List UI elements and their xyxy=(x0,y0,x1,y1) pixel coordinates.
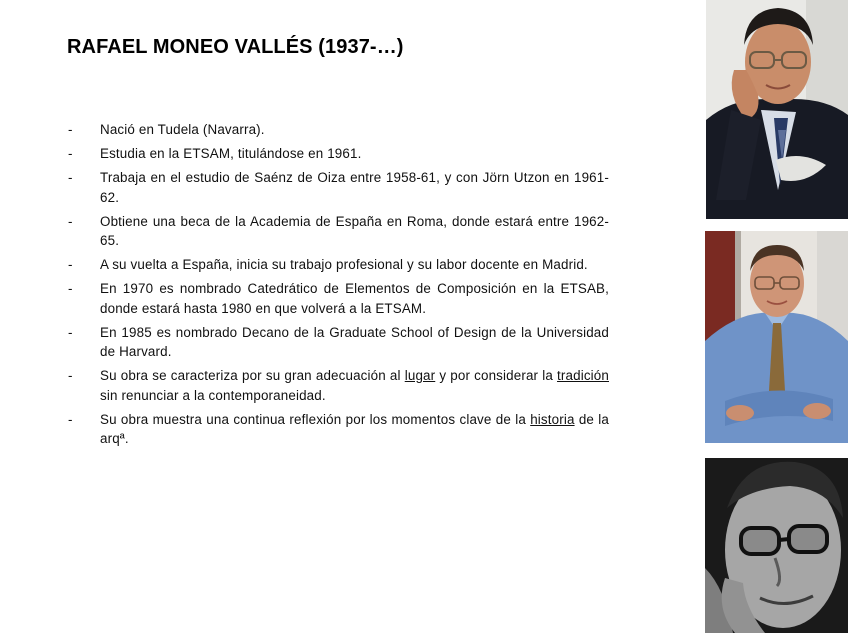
bullet-item xyxy=(67,255,609,275)
slide-title: RAFAEL MONEO VALLÉS (1937-…) xyxy=(67,36,404,58)
bullet-marker: - xyxy=(68,146,73,161)
bullet-text: Obtiene una beca de la Academia de España en Roma, donde estará entre 1962-65. xyxy=(100,213,609,248)
bullet-text: A su vuelta a España, inicia su trabajo profesional y su labor docente en Madrid. xyxy=(100,257,588,272)
bullet-marker: - xyxy=(68,170,73,185)
bullet-text: Su obra se caracteriza por su gran adecuación al xyxy=(100,368,405,383)
portrait-photo-3 xyxy=(705,458,848,633)
bullet-text: Nació en Tudela (Navarra). xyxy=(100,122,265,137)
bullet-text: En 1985 es nombrado Decano de la Graduate School of Design de la Universidad de Harvard. xyxy=(100,324,609,359)
bullet-text: y por considerar la xyxy=(435,368,558,383)
bullet-marker: - xyxy=(68,281,73,296)
bullet-item xyxy=(67,323,609,362)
underlined-term: tradición xyxy=(557,368,609,383)
bullet-item xyxy=(67,212,609,251)
bullet-marker: - xyxy=(68,122,73,137)
bullet-item xyxy=(67,366,609,405)
bullet-text: de la arqª. xyxy=(100,411,609,446)
bullet-item xyxy=(67,144,609,164)
bullet-item xyxy=(67,410,609,449)
underlined-term: historia xyxy=(530,411,575,427)
bullet-item xyxy=(67,168,609,207)
bullet-marker: - xyxy=(68,324,73,340)
bullet-item xyxy=(67,120,609,140)
bullet-text: sin renunciar a la contemporaneidad. xyxy=(100,387,326,403)
bullet-marker: - xyxy=(68,257,73,272)
bullet-item xyxy=(67,279,609,318)
bullet-text: En 1970 es nombrado Catedrático de Elementos de Composición en la ETSAB, donde estará hasta 1980 en que volverá a la ETSAM. xyxy=(100,281,609,316)
bullet-text: Estudia en la ETSAM, titulándose en 1961. xyxy=(100,146,362,161)
bullet-marker: - xyxy=(68,368,73,383)
portrait-photo-2 xyxy=(705,231,848,443)
bullet-marker: - xyxy=(68,411,73,427)
bullet-text: Trabaja en el estudio de Saénz de Oiza entre 1958-61, y con Jörn Utzon en 1961-62. xyxy=(100,170,609,205)
underlined-term: lugar xyxy=(404,368,436,383)
bullet-marker: - xyxy=(68,213,73,229)
bullet-list xyxy=(67,120,609,453)
portrait-photo-1 xyxy=(706,0,848,219)
bullet-text: Su obra muestra una continua reflexión por los momentos clave de la xyxy=(100,411,531,427)
